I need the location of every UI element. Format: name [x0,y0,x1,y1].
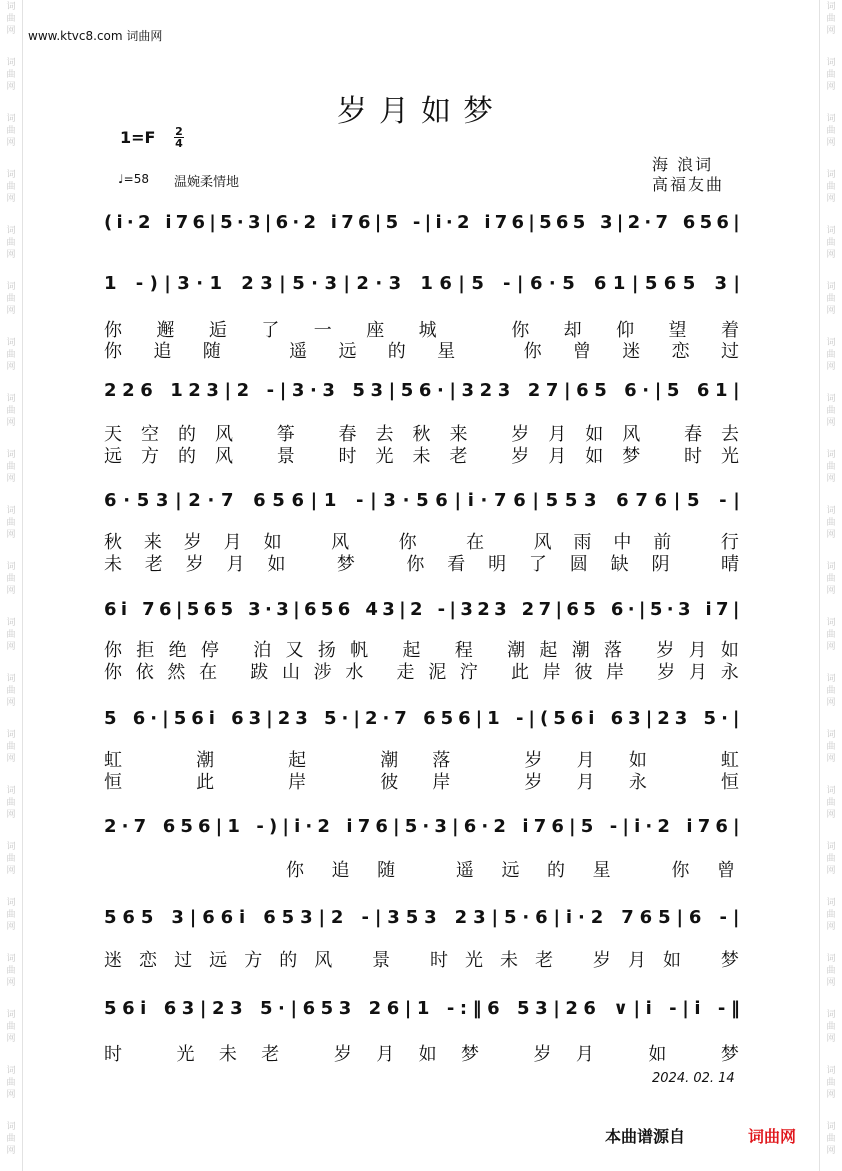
key-signature: 1=F [120,128,156,147]
publish-date: 2024. 02. 14 [652,1071,735,1086]
notation-row-3: 2 2 6 1 2 3 | 2 - | 3 · 3 5 3 | 5 6 · | 3 2 3 2 7 | 6 5 6 · | 5 6 1 | [104,379,740,401]
lyric-line-6b: 恒 此 岸 彼 岸 岁 月 永 恒 [104,772,740,793]
lyric-line-5b: 你 依 然 在 跋 山 涉 水 走 泥 泞 此 岸 彼 岸 岁 月 永 [104,662,740,683]
lyric-line-3a: 天 空 的 风 筝 春 去 秋 来 岁 月 如 风 春 去 [104,424,740,445]
time-sig-top: 2 [175,125,183,138]
time-sig-bottom: 4 [175,137,183,150]
notation-row-5: 6 i 7 6 | 5 6 5 3 · 3 | 6 5 6 4 3 | 2 - | 3 2 3 2 7 | 6 5 6 · | 5 · 3 i 7 | [104,598,740,620]
lyric-line-5a: 你 拒 绝 停 泊 又 扬 帆 起 程 潮 起 潮 落 岁 月 如 [104,640,740,661]
lyric-line-3b: 远 方 的 风 景 时 光 未 老 岁 月 如 梦 时 光 [104,446,740,467]
time-signature [172,126,186,149]
tempo-marking: ♩=58 [118,172,149,186]
expression-marking: 温婉柔情地 [174,175,240,190]
right-watermark-strip: 词 曲 网 词 曲 网 词 曲 网 词 曲 网 词 曲 网 词 曲 网 词 曲 网 词 曲 网 词 曲 网 词 曲 网 词 曲 网 词 曲 网 词 曲 网 词 曲 网 词 曲 网 词 曲 网 词 曲 网 词 曲 网 词 曲 网 词 曲 网 词 曲 网 [819,0,842,1171]
notation-row-1: ( i · 2 i 7 6 | 5 · 3 | 6 · 2 i 7 6 | 5 - | i · 2 i 7 6 | 5 6 5 3 | 2 · 7 6 5 6 | [104,211,740,233]
lyric-line-4b: 未 老 岁 月 如 梦 你 看 明 了 圆 缺 阴 晴 [104,554,740,575]
song-title: 岁月如梦 [337,94,505,129]
left-watermark-strip: 词 曲 网 词 曲 网 词 曲 网 词 曲 网 词 曲 网 词 曲 网 词 曲 网 词 曲 网 词 曲 网 词 曲 网 词 曲 网 词 曲 网 词 曲 网 词 曲 网 词 曲 网 词 曲 网 词 曲 网 词 曲 网 词 曲 网 词 曲 网 词 曲 网 [0,0,23,1171]
brand-logo-text: 词曲网 [748,1127,797,1146]
lyric-line-7a: 你 追 随 遥 远 的 星 你 曾 [286,860,736,881]
site-url: www.ktvc8.com 词曲网 [28,29,163,43]
lyric-line-2b: 你 追 随 遥 远 的 星 你 曾 迷 恋 过 [104,341,740,362]
source-label: 本曲谱源自 [605,1127,686,1146]
lyric-line-8a: 迷 恋 过 远 方 的 风 景 时 光 未 老 岁 月 如 梦 [104,950,740,971]
lyric-line-2a: 你 邂 逅 了 一 座 城 你 却 仰 望 着 [104,320,740,341]
lyric-line-9a: 时 光 未 老 岁 月 如 梦 岁 月 如 梦 [104,1044,740,1065]
notation-row-4: 6 · 5 3 | 2 · 7 6 5 6 | 1 - | 3 · 5 6 | i · 7 6 | 5 5 3 6 7 6 | 5 - | [104,489,740,511]
notation-row-8: 5 6 5 3 | 6 6 i 6 5 3 | 2 - | 3 5 3 2 3 | 5 · 6 | i · 2 7 6 5 | 6 - | [104,906,740,928]
notation-row-2: 1 - ) | 3 · 1 2 3 | 5 · 3 | 2 · 3 1 6 | 5 - | 6 · 5 6 1 | 5 6 5 3 | [104,272,740,294]
lyric-line-4a: 秋 来 岁 月 如 风 你 在 风 雨 中 前 行 [104,532,740,553]
notation-row-9: 5 6 i 6 3 | 2 3 5 · | 6 5 3 2 6 | 1 - : ‖ 6 5 3 | 2 6 ∨ | i - | i - ‖ [104,997,740,1019]
notation-row-6: 5 6 · | 5 6 i 6 3 | 2 3 5 · | 2 · 7 6 5 6 | 1 - | ( 5 6 i 6 3 | 2 3 5 · | [104,707,740,729]
lyricist-credit: 海 浪词 [652,155,714,174]
lyric-line-6a: 虹 潮 起 潮 落 岁 月 如 虹 [104,750,740,771]
composer-credit: 高福友曲 [652,175,725,194]
notation-row-7: 2 · 7 6 5 6 | 1 - ) | i · 2 i 7 6 | 5 · 3 | 6 · 2 i 7 6 | 5 - | i · 2 i 7 6 | [104,815,740,837]
